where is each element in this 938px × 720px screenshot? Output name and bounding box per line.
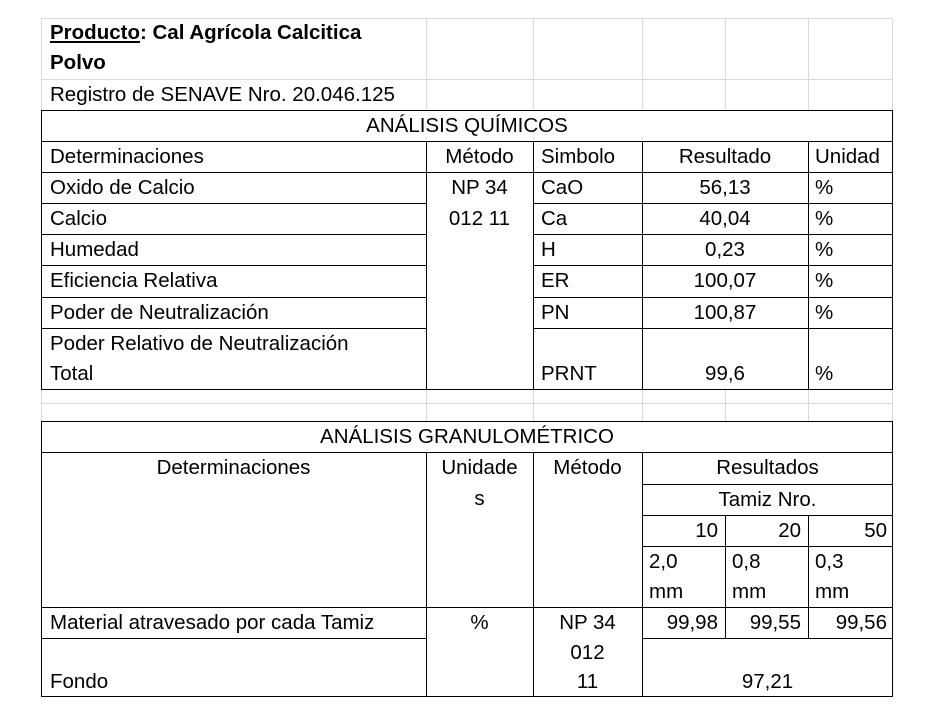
registry-text: Registro de SENAVE Nro. 20.046.125 <box>50 83 395 106</box>
row-result: 40,04 <box>699 207 751 230</box>
row-value: 99,55 <box>749 611 801 634</box>
header-metodo: Método <box>553 456 622 479</box>
granulometric-method-line2: 012 <box>570 641 605 664</box>
header-resultado: Resultado <box>678 145 772 168</box>
row-name: Calcio <box>50 207 107 230</box>
row-name: Oxido de Calcio <box>50 176 195 199</box>
row-result: 99,6 <box>705 362 745 385</box>
row-unit: % <box>815 301 834 324</box>
row-result: 100,87 <box>693 301 757 324</box>
sieve-number: 10 <box>695 519 718 542</box>
row-symbol: PN <box>541 301 570 324</box>
product-label: Producto <box>50 21 140 44</box>
row-result: 56,13 <box>699 176 751 199</box>
sieve-size: 0,8 <box>732 550 761 573</box>
row-result: 0,23 <box>705 238 745 261</box>
header-unidades-line2: s <box>474 487 485 510</box>
row-name: Fondo <box>50 670 109 693</box>
row-symbol: Ca <box>541 207 568 230</box>
granulometric-section-title: ANÁLISIS GRANULOMÉTRICO <box>320 425 614 448</box>
sieve-size-unit: mm <box>732 580 767 603</box>
row-unit: % <box>815 238 834 261</box>
row-name-line1: Poder Relativo de Neutralización <box>50 332 349 355</box>
header-determinaciones: Determinaciones <box>50 145 204 168</box>
row-symbol: CaO <box>541 176 584 199</box>
header-determinaciones: Determinaciones <box>156 456 311 479</box>
row-value: 99,98 <box>666 611 718 634</box>
header-resultados: Resultados <box>716 456 819 479</box>
row-unit: % <box>815 362 834 385</box>
header-unidad: Unidad <box>815 145 880 168</box>
sieve-size: 2,0 <box>649 550 678 573</box>
row-value: 97,21 <box>741 670 794 693</box>
sieve-number: 50 <box>864 519 887 542</box>
row-unit: % <box>470 611 489 634</box>
sieve-size-unit: mm <box>649 580 684 603</box>
granulometric-method-line3: 11 <box>576 670 599 693</box>
header-tamiz: Tamiz Nro. <box>718 488 817 511</box>
row-unit: % <box>815 176 834 199</box>
sieve-size-unit: mm <box>815 580 850 603</box>
row-symbol: ER <box>541 269 570 292</box>
row-unit: % <box>815 207 834 230</box>
granulometric-method-line1: NP 34 <box>559 611 616 634</box>
row-name: Humedad <box>50 238 139 261</box>
header-simbolo: Simbolo <box>541 145 616 168</box>
product-title <box>50 18 361 48</box>
header-unidades-line1: Unidade <box>441 456 518 479</box>
sieve-number: 20 <box>778 519 801 542</box>
row-name: Poder de Neutralización <box>50 301 269 324</box>
row-name: Eficiencia Relativa <box>50 269 218 292</box>
row-name-line2: Total <box>50 362 94 385</box>
row-value: 99,56 <box>835 611 887 634</box>
header-metodo: Método <box>445 145 514 168</box>
chemical-section-title: ANÁLISIS QUÍMICOS <box>366 114 568 137</box>
sieve-size: 0,3 <box>815 550 844 573</box>
chemical-method-line1: NP 34 <box>451 176 508 199</box>
product-form: Polvo <box>50 51 106 74</box>
product-name: : Cal Agrícola Calcitica <box>139 21 362 44</box>
row-result: 100,07 <box>693 269 757 292</box>
row-symbol: PRNT <box>541 362 597 385</box>
row-symbol: H <box>541 238 556 261</box>
chemical-method-line2: 012 11 <box>448 207 511 230</box>
row-name: Material atravesado por cada Tamiz <box>50 611 375 634</box>
row-unit: % <box>815 269 834 292</box>
